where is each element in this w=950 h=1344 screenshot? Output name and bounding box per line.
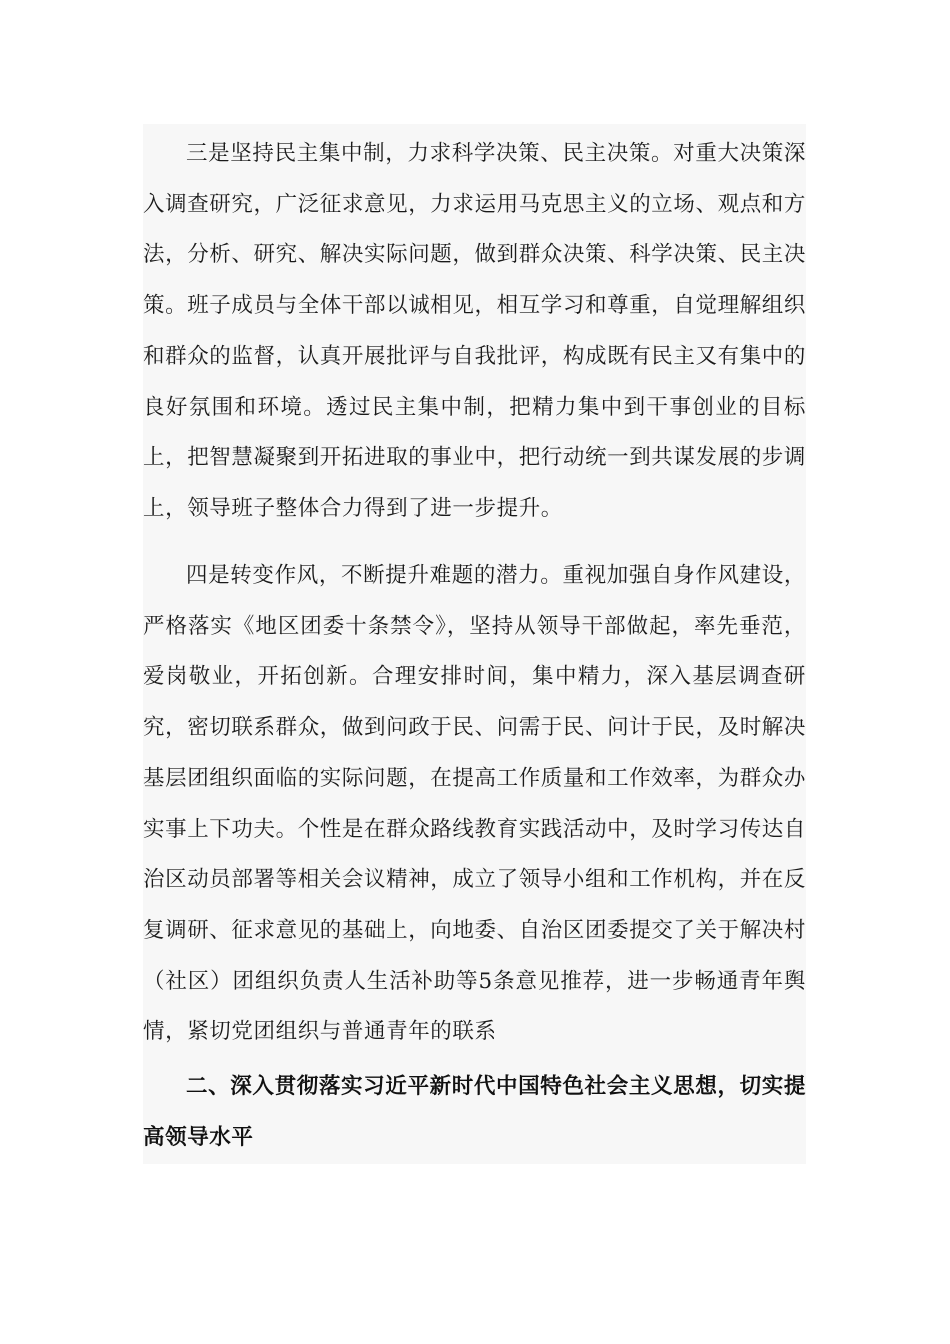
section-heading: 二、深入贯彻落实习近平新时代中国特色社会主义思想，切实提高领导水平 [143,1074,806,1150]
document-content [143,124,806,1164]
paragraph-democratic-centralism: 三是坚持民主集中制，力求科学决策、民主决策。对重大决策深入调查研究，广泛征求意见，力求运用马克思主义的立场、观点和方法，分析、研究、解决实际问题，做到群众决策、科学决策、民主决策。班子成员与全体干部以诚相见，相互学习和尊重，自觉理解组织和群众的监督，认真开展批评与自我批评，构成既有民主又有集中的良好氛围和环境。透过民主集中制，把精力集中到干事创业的目标上，把智慧凝聚到开拓进取的事业中，把行动统一到共谋发展的步调上，领导班子整体合力得到了进一步提升。 [143,141,807,521]
paragraph-work-style: 四是转变作风，不断提升难题的潜力。重视加强自身作风建设，严格落实《地区团委十条禁令》，坚持从领导干部做起，率先垂范，爱岗敬业，开拓创新。合理安排时间，集中精力，深入基层调查研究，密切联系群众，做到问政于民、问需于民、问计于民，及时解决基层团组织面临的实际问题，在提高工作质量和工作效率，为群众办实事上下功夫。个性是在群众路线教育实践活动中，及时学习传达自治区动员部署等相关会议精神，成立了领导小组和工作机构，并在反复调研、征求意见的基础上，向地委、自治区团委提交了关于解决村（社区）团组织负责人生活补助等5条意见推荐，进一步畅通青年舆情，紧切党团组织与普通青年的联系 [143,563,807,1045]
